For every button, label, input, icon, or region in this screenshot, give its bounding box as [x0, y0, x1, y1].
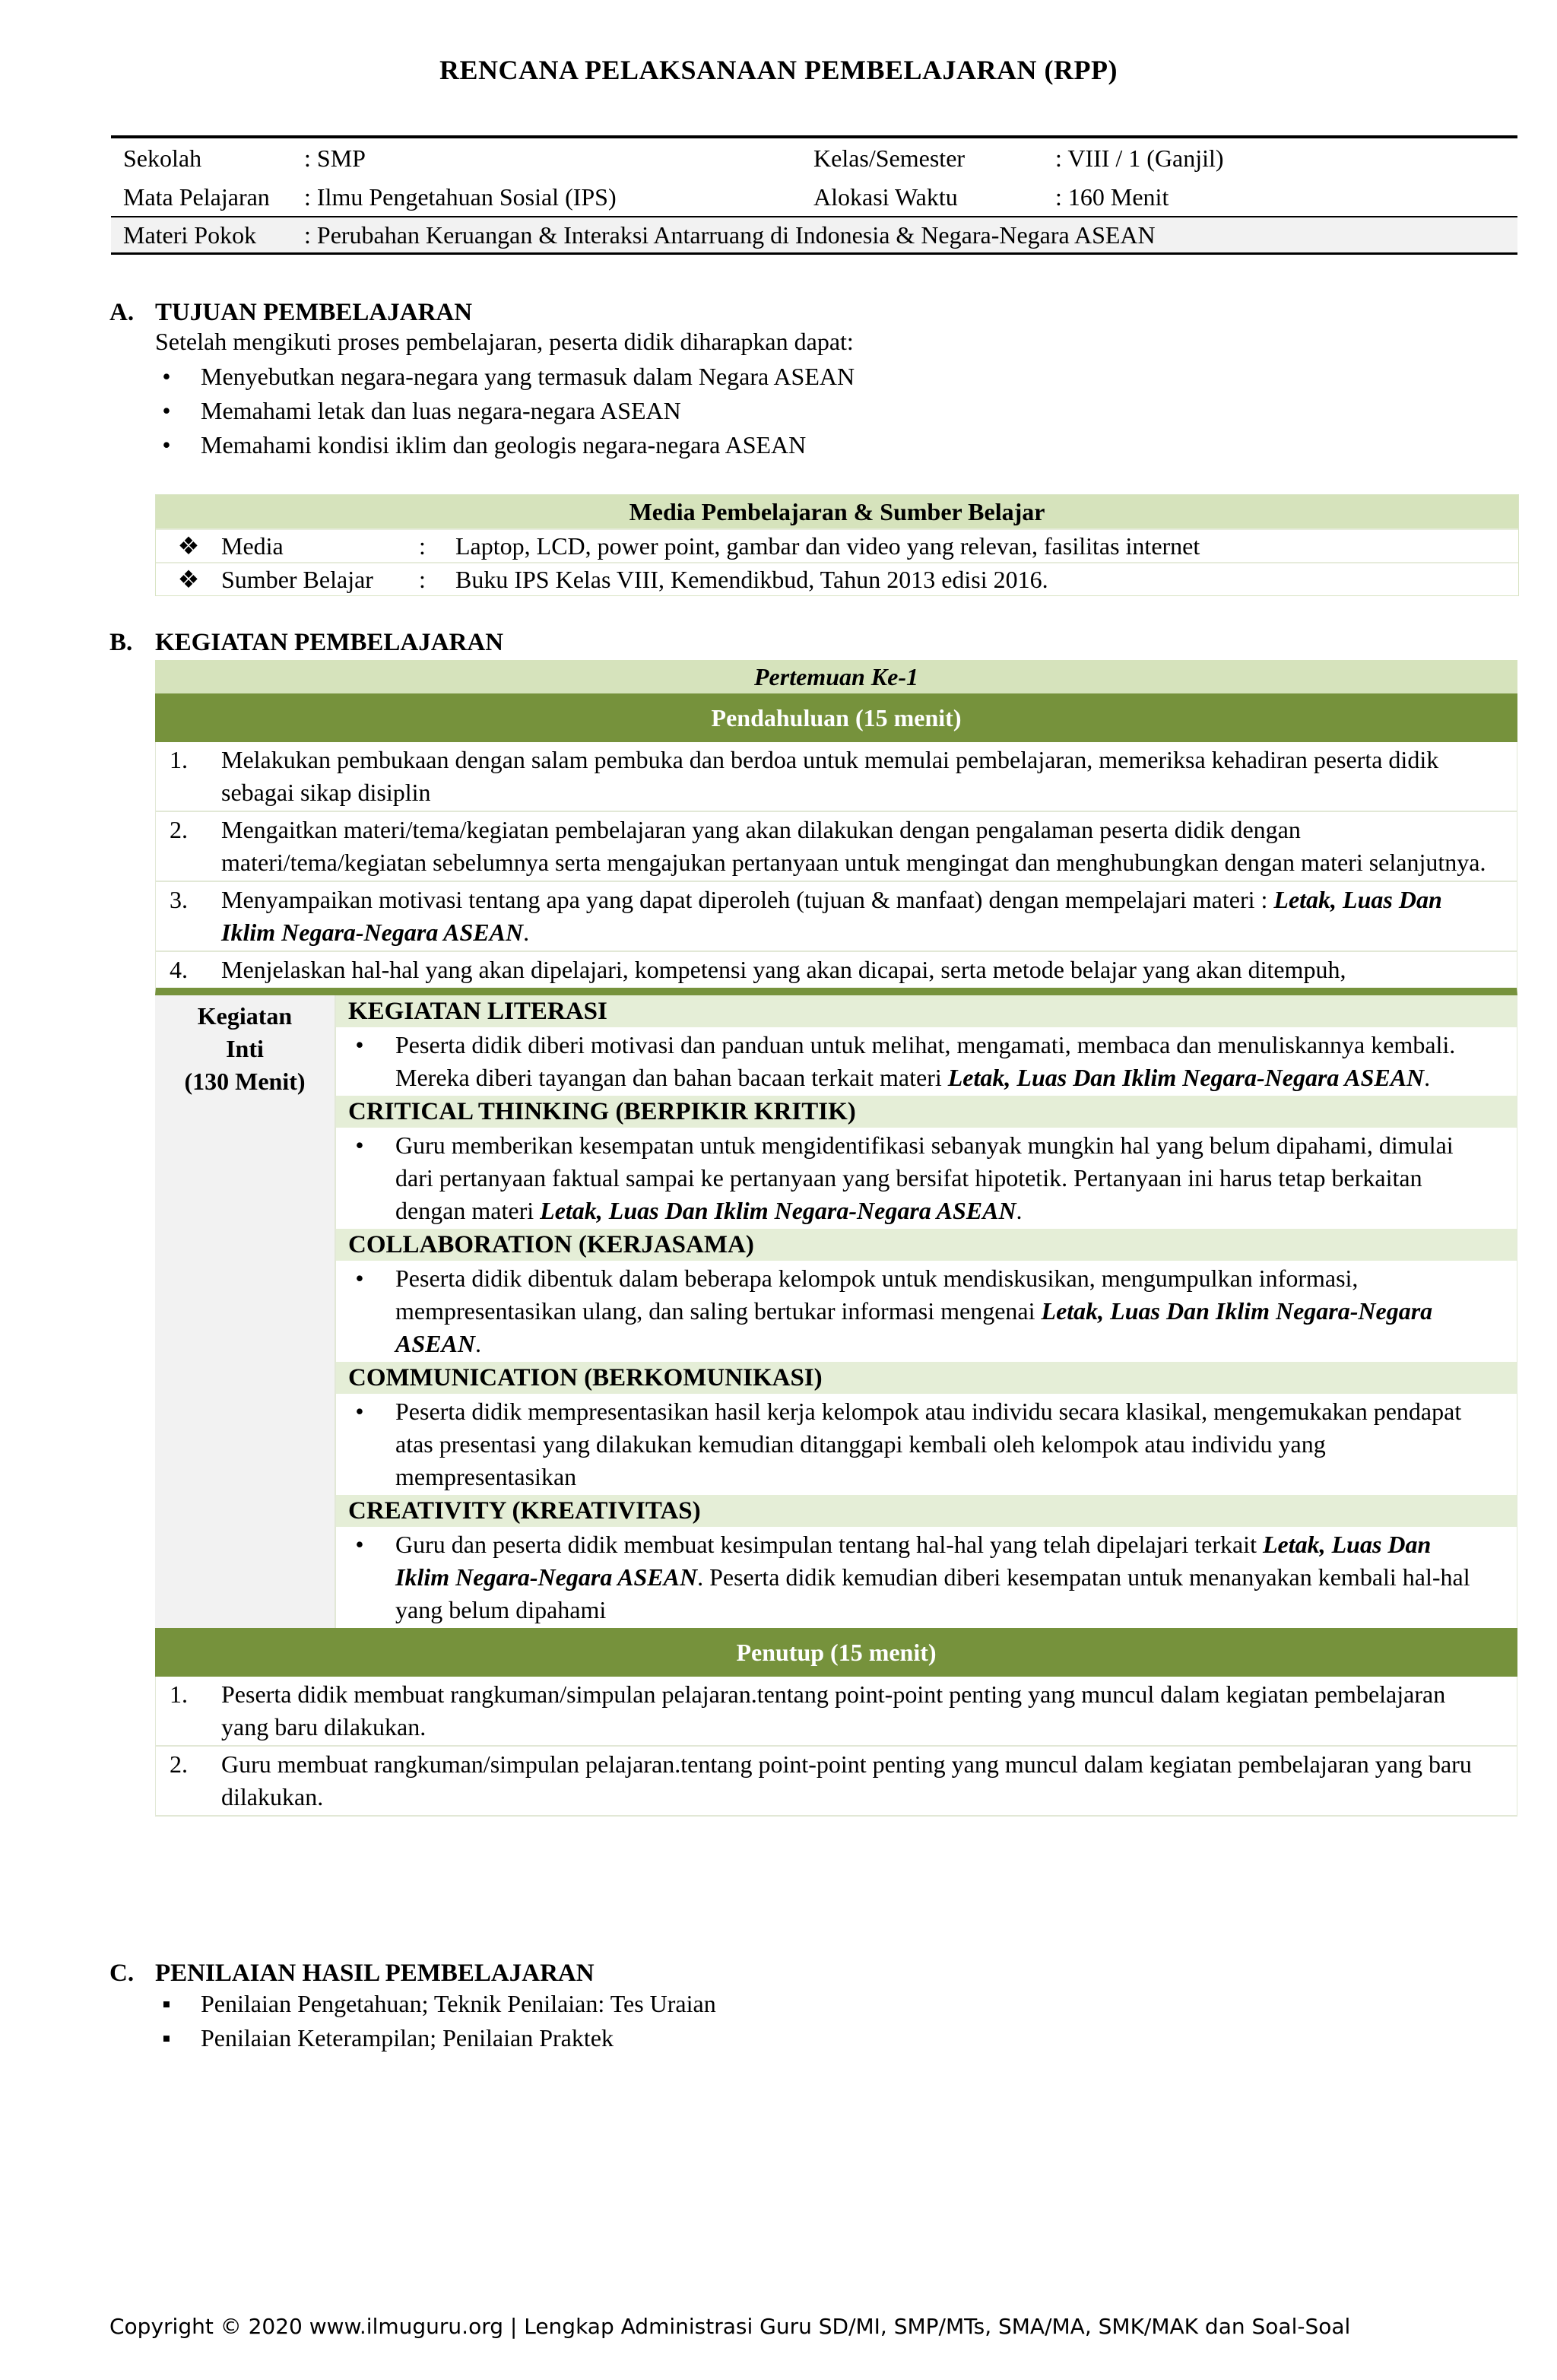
activity-text: Peserta didik diberi motivasi dan panduan untuk melihat, mengamati, membaca dan menuliskannya kembali. Mereka diberi tayangan dan bahan bacaan terkait materi [395, 1031, 1456, 1091]
sekolah-label: Sekolah [123, 144, 202, 172]
table-row [155, 1747, 1517, 1817]
section-c-heading [109, 1957, 595, 1990]
section-b-heading [109, 627, 503, 659]
table-row [155, 952, 1517, 995]
table-row [156, 528, 1518, 562]
activity-after: . [1424, 1064, 1431, 1091]
collaboration-header: COLLABORATION (KERJASAMA) [336, 1229, 1517, 1261]
objective-text: Memahami kondisi iklim dan geologis negara-negara ASEAN [201, 431, 807, 459]
activity-after: . Peserta didik kemudian diberi kesempatan untuk menanyakan kembali hal-hal yang belum dipahami [395, 1563, 1470, 1623]
list-item [155, 1988, 716, 2022]
row-text: Peserta didik membuat rangkuman/simpulan pelajaran.tentang point-point penting yang muncul dalam kegiatan pembelajaran yang baru dilakukan. [221, 1680, 1446, 1741]
row-text: Guru membuat rangkuman/simpulan pelajaran.tentang point-point penting yang muncul dalam kegiatan pembelajaran yang baru dilakukan. [221, 1750, 1472, 1810]
row-number: 3. [170, 886, 188, 913]
list-item [155, 429, 855, 463]
row-text: Menjelaskan hal-hal yang akan dipelajari, kompetensi yang akan dicapai, serta metode belajar yang akan ditempuh, [221, 956, 1346, 983]
table-row [156, 562, 1518, 595]
activity-text: Peserta didik mempresentasikan hasil kerja kelompok atau individu secara klasikal, mengemukakan pendapat atas presentasi yang dilakukan kemudian ditanggapi kembali oleh kelompok atau individu yang mempresentasikan [395, 1398, 1462, 1490]
activity-text: Peserta didik dibentuk dalam beberapa kelompok untuk mendiskusikan, mengumpulkan informasi, mempresentasikan ulang, dan saling bertukar informasi mengenai [395, 1265, 1359, 1325]
assessment-list [155, 1988, 716, 2056]
info-row-1 [111, 138, 1517, 178]
list-item [155, 360, 855, 395]
bullet-icon: • [355, 1531, 364, 1558]
literacy-header: KEGIATAN LITERASI [336, 995, 1517, 1027]
row-text [221, 884, 1517, 949]
kelas-label: Kelas/Semester [813, 144, 966, 172]
row-number: 4. [170, 956, 188, 983]
media-table [155, 494, 1519, 596]
activity-emphasis: Letak, Luas Dan Iklim Negara-Negara ASEAN [947, 1064, 1425, 1091]
activity-text: Guru memberikan kesempatan untuk mengidentifikasi sebanyak mungkin hal yang belum dipahami, dimulai dari pertanyaan faktual sampai ke pertanyaan yang bersifat hipotetik. Pertanyaan ini harus tetap berkaitan dengan materi [395, 1131, 1454, 1224]
square-bullet-icon: ▪ [162, 1990, 171, 2017]
core-activities-content [336, 995, 1517, 1628]
critical-thinking-header: CRITICAL THINKING (BERPIKIR KRITIK) [336, 1096, 1517, 1128]
critical-thinking-body [336, 1128, 1517, 1229]
section-a-letter: A. [109, 299, 135, 326]
info-row-2 [111, 178, 1517, 216]
footer-copyright: Copyright © 2020 www.ilmuguru.org | Lengkap Administrasi Guru SD/MI, SMP/MTs, SMA/MA, SMK/MAK dan Soal-Soal [109, 2314, 1351, 2339]
media-row-sep: : [419, 532, 426, 560]
section-b-letter: B. [109, 629, 133, 656]
core-activities [155, 995, 1517, 1628]
diamond-bullet-icon: ❖ [177, 566, 200, 593]
materi-label: Materi Pokok [123, 221, 257, 249]
core-label-line: Kegiatan [197, 1002, 293, 1030]
activity-text: Guru dan peserta didik membuat kesimpulan tentang hal-hal yang telah dipelajari terkait [395, 1531, 1257, 1558]
mapel-label: Mata Pelajaran [123, 182, 270, 211]
row-text-main: Menyampaikan motivasi tentang apa yang dapat diperoleh (tujuan & manfaat) dengan mempelajari materi : [221, 886, 1268, 913]
media-row-label: Sumber Belajar [221, 566, 373, 593]
collaboration-body [336, 1261, 1517, 1362]
bullet-icon: • [355, 1031, 364, 1058]
mapel-value: : Ilmu Pengetahuan Sosial (IPS) [304, 182, 617, 211]
kelas-value: : VIII / 1 (Ganjil) [1055, 144, 1224, 172]
media-row-value: Laptop, LCD, power point, gambar dan video yang relevan, fasilitas internet [455, 532, 1200, 560]
media-row-sep: : [419, 566, 426, 593]
row-text-emphasis: Letak, Luas Dan Iklim Negara-Negara ASEAN [221, 886, 1442, 946]
creativity-header: CREATIVITY (KREATIVITAS) [336, 1495, 1517, 1527]
alokasi-label: Alokasi Waktu [813, 182, 958, 211]
bullet-icon: • [162, 431, 171, 459]
activity-emphasis: Letak, Luas Dan Iklim Negara-Negara ASEAN [395, 1531, 1432, 1591]
sekolah-value: : SMP [304, 144, 366, 172]
assessment-text: Penilaian Keterampilan; Penilaian Praktek [201, 2024, 614, 2052]
materi-value: : Perubahan Keruangan & Interaksi Antarruang di Indonesia & Negara-Negara ASEAN [304, 221, 1156, 249]
closing-header: Penutup (15 menit) [155, 1628, 1517, 1677]
media-row-value: Buku IPS Kelas VIII, Kemendikbud, Tahun 2013 edisi 2016. [455, 566, 1048, 593]
row-number: 1. [170, 746, 188, 773]
communication-header: COMMUNICATION (BERKOMUNIKASI) [336, 1362, 1517, 1394]
communication-body [336, 1394, 1517, 1495]
row-text-after: . [523, 919, 530, 946]
bullet-icon: • [162, 397, 171, 424]
diamond-bullet-icon: ❖ [177, 532, 200, 560]
core-label-line: Inti [226, 1035, 264, 1062]
media-row-label: Media [221, 532, 284, 560]
activity-after: . [1016, 1197, 1023, 1224]
section-a-intro: Setelah mengikuti proses pembelajaran, peserta didik diharapkan dapat: [155, 328, 854, 355]
intro-header: Pendahuluan (15 menit) [155, 693, 1517, 742]
bullet-icon: • [355, 1265, 364, 1292]
activity-emphasis: Letak, Luas Dan Iklim Negara-Negara ASEAN [395, 1297, 1433, 1357]
assessment-text: Penilaian Pengetahuan; Teknik Penilaian: Tes Uraian [201, 1990, 716, 2017]
creativity-body [336, 1527, 1517, 1628]
alokasi-value: : 160 Menit [1055, 182, 1169, 211]
row-text: Mengaitkan materi/tema/kegiatan pembelajaran yang akan dilakukan dengan pengalaman peserta didik dengan materi/tema/kegiatan sebelumnya serta mengajukan pertanyaan untuk mengingat dan menghubungkan dengan materi selanjutnya. [221, 816, 1486, 876]
list-item [155, 2022, 716, 2056]
media-table-header: Media Pembelajaran & Sumber Belajar [156, 495, 1518, 528]
objectives-list [155, 360, 855, 463]
list-item [155, 395, 855, 429]
activities-table [155, 660, 1517, 1817]
table-row [155, 1677, 1517, 1747]
row-number: 2. [170, 1750, 188, 1778]
row-number: 1. [170, 1680, 188, 1708]
section-b-title: KEGIATAN PEMBELAJARAN [155, 629, 504, 656]
core-activities-label [155, 995, 336, 1628]
info-table [111, 135, 1517, 255]
row-text: Melakukan pembukaan dengan salam pembuka dan berdoa untuk memulai pembelajaran, memeriksa kehadiran peserta didik sebagai sikap disiplin [221, 746, 1439, 806]
activity-after: . [474, 1330, 481, 1357]
meeting-header: Pertemuan Ke-1 [155, 660, 1517, 693]
bullet-icon: • [355, 1131, 364, 1159]
bullet-icon: • [162, 363, 171, 390]
table-row [155, 882, 1517, 952]
objective-text: Memahami letak dan luas negara-negara ASEAN [201, 397, 681, 424]
row-number: 2. [170, 816, 188, 843]
objective-text: Menyebutkan negara-negara yang termasuk dalam Negara ASEAN [201, 363, 855, 390]
section-a-heading [109, 297, 472, 329]
activity-emphasis: Letak, Luas Dan Iklim Negara-Negara ASEAN [540, 1197, 1016, 1224]
section-a-title: TUJUAN PEMBELAJARAN [155, 299, 473, 326]
page-title: RENCANA PELAKSANAAN PEMBELAJARAN (RPP) [439, 55, 1118, 85]
literacy-body [336, 1027, 1517, 1096]
square-bullet-icon: ▪ [162, 2024, 171, 2052]
bullet-icon: • [355, 1398, 364, 1425]
info-row-3 [111, 216, 1517, 255]
table-row [155, 812, 1517, 882]
table-row [155, 742, 1517, 812]
section-c-letter: C. [109, 1960, 135, 1987]
core-label-line: (130 Menit) [184, 1068, 306, 1095]
section-c-title: PENILAIAN HASIL PEMBELAJARAN [155, 1960, 595, 1987]
